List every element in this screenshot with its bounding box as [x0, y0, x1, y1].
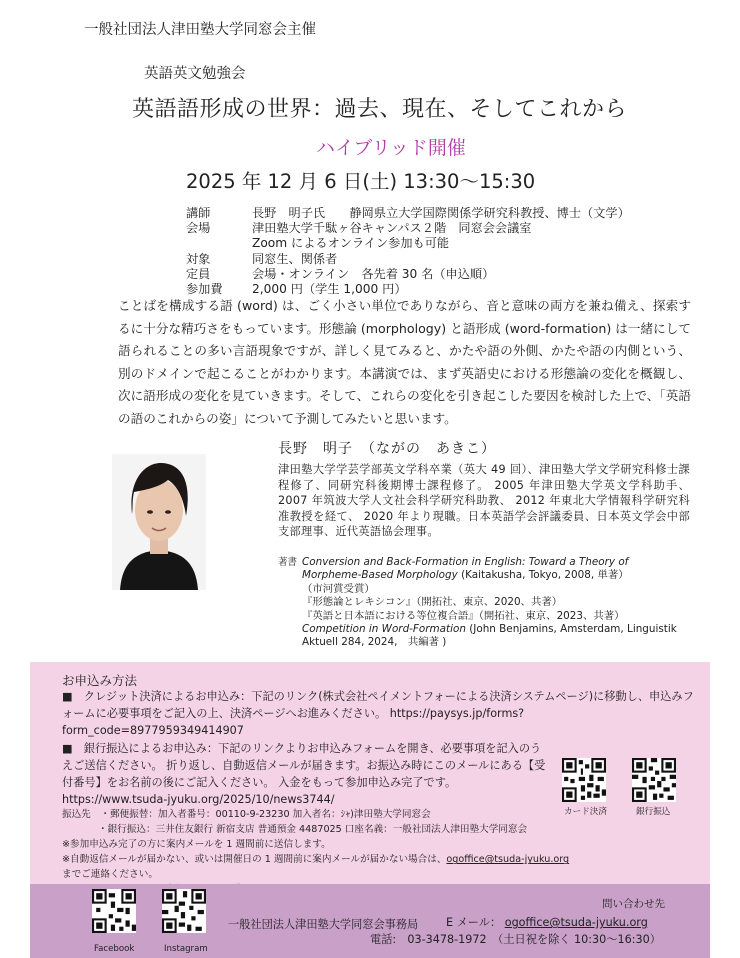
card-payment-qr[interactable]: [562, 758, 606, 806]
apply-title: お申込み方法: [62, 673, 138, 688]
contact-email-link[interactable]: ogoffice@tsuda-jyuku.org: [446, 854, 570, 866]
work-title: Competition in Word-Formation: [302, 623, 466, 636]
info-label: 講師: [186, 206, 211, 220]
info-row: [186, 267, 630, 282]
email-label: E メール：: [446, 916, 502, 929]
work-title: Conversion and Back-Formation in English: Toward a Theory of Morpheme-Based Morphology: [302, 556, 632, 582]
qr-code-icon: [162, 889, 206, 933]
event-datetime: 2025 年 12 月 6 日(土) 13:30〜15:30: [186, 170, 536, 193]
work-item: [302, 623, 688, 650]
work-detail: (Kaitakusha, Tokyo, 2008, 単著） （市河賞受賞）: [302, 569, 629, 595]
apply-section: [62, 688, 702, 912]
instagram-label: Instagram: [164, 944, 208, 954]
info-row: [186, 206, 630, 221]
contact-email: [446, 914, 648, 930]
page-title: 英語語形成の世界：過去、現在、そしてこれから: [132, 97, 628, 122]
info-value: 2,000 円（学生 1,000 円）: [252, 282, 407, 297]
info-value: Zoom によるオンライン参加も可能: [252, 236, 450, 251]
info-value: 津田塾大学千駄ヶ谷キャンパス２階 同窓会会議室: [252, 221, 532, 236]
speaker-works: [278, 556, 688, 650]
work-item: [302, 556, 688, 596]
info-value: 長野 明子氏 静岡県立大学国際関係学研究科教授、博士（文学）: [252, 206, 630, 220]
qr-code-icon: [632, 758, 676, 802]
info-row: [186, 252, 630, 267]
qr-code-icon: [562, 758, 606, 802]
info-row: [186, 221, 630, 236]
info-label: [186, 236, 252, 251]
info-label: 対象: [186, 251, 211, 266]
footer-email-link[interactable]: ogoffice@tsuda-jyuku.org: [504, 916, 648, 929]
series-name: 英語英文勉強会: [144, 66, 246, 82]
work-detail: 『英語と日本語における等位複合語』（開拓社、東京、2023、共著）: [302, 609, 625, 622]
info-label: 定員: [186, 266, 211, 281]
bank-transfer-qr[interactable]: [632, 758, 676, 806]
info-label: 会場: [186, 221, 211, 236]
facebook-label: Facebook: [94, 944, 135, 954]
note-2-text: ※自動返信メールが届かない、或いは開催日の 1 週間前に案内メールが届かない場合は、: [62, 854, 447, 866]
bank-instructions: ■ 銀行振込によるお申込み：下記のリンクよりお申込みフォームを開き、必要事項を記入のうえご送信ください。 折り返し、自動返信メールが届きます。お振込み時にこのメールにある【受付番号】をお名前の後にご記入ください。 入金をもって参加申込み完了です。 https://www.tsuda-jyuku.org/2025/10/news3744/: [62, 741, 546, 807]
info-label: 参加費: [186, 282, 223, 297]
speaker-photo: [112, 454, 206, 590]
contact-heading: 問い合わせ先: [602, 898, 665, 910]
qr-code-icon: [92, 889, 136, 933]
speaker-name: 長野 明子 （ながの あきこ）: [278, 441, 496, 457]
contact-tel: 電話: 03-3478-1972 （土日祝を除く 10:30〜16:30）: [370, 933, 661, 946]
card-payment-label: カード決済: [564, 807, 607, 817]
speaker-bio: 津田塾大学学芸学部英文学科卒業（英大 49 回）、津田塾大学文学研究科修士課程修了、同研究科後期博士課程修了。 2005 年津田塾大学英文学科助手、 2007 年筑波大学人文社会科学研究科助教、 2012 年東北大学情報科学研究科准教授を経て、 2020 年より現職。日本英語学会評議委員、日本英文学会中部支部理事、近代英語協会理事。: [278, 463, 690, 539]
credit-instructions: ■ クレジット決済によるお申込み：下記のリンク(株式会社ペイメントフォーによる決済システムページ)に移動し、申込みフォームに必要事項をご記入の上、決済ページへお進みください。 https://paysys.jp/forms?form_code=8977959349414907: [62, 690, 694, 738]
format-label: ハイブリッド開催: [316, 137, 466, 159]
work-item: [302, 596, 688, 609]
info-value: 会場・オンライン 各先着 30 名（申込順）: [252, 266, 495, 281]
intro-paragraph: ことばを構成する語 (word) は、ごく小さい単位でありながら、音と意味の両方を兼ね備え、探索するに十分な精巧さをもっています。形態論 (morphology) と語形成 (word-formation) は一緒にして語られることの多い言語現象ですが、詳しく見てみると、かたや語の外側、かたや語の内側という、別のドメインで起こることがわかります。本講演では、まず英語史における形態論の変化を概観し、次に語形成の変化を見ていきます。そして、これらの変化を引き起こした要因を検討した上で、「英語の語のこれからの姿」について予測してみたいと思います。: [118, 298, 692, 426]
event-info: [186, 206, 630, 297]
note-1: ※参加申込み完了の方に案内メールを 1 週間前に送信します。: [62, 839, 331, 851]
bank-transfer-line: ・銀行振込：三井住友銀行 新宿支店 普通預金 4487025 口座名義：一般社団法人津田塾大学同窓会: [98, 823, 528, 835]
info-row: [186, 236, 630, 251]
contact-org: 一般社団法人津田塾大学同窓会事務局: [228, 918, 419, 931]
work-detail: (John Benjamins, Amsterdam, Linguistik Aktuell 284, 2024, 共編著 ): [302, 623, 681, 649]
note-2-tail: までご連絡ください。: [62, 869, 158, 881]
info-value: 同窓生、関係者: [252, 251, 338, 266]
work-item: [302, 610, 688, 623]
note-2: [62, 852, 702, 867]
organizer-line: 一般社団法人津田塾大学同窓会主催: [84, 22, 316, 38]
postal-transfer: ・郵便振替：加入者番号：00110-9-23230 加入者名：ｼｬ)津田塾大学同窓会: [100, 809, 431, 821]
work-detail: 『形態論とレキシコン』（開拓社、東京、2020、共著）: [302, 596, 563, 609]
instagram-qr[interactable]: [162, 889, 206, 937]
facebook-qr[interactable]: [92, 889, 136, 937]
transfer-label: 振込先: [62, 809, 91, 821]
works-label: 著書: [278, 557, 298, 568]
bank-transfer-label: 銀行振込: [636, 807, 671, 817]
